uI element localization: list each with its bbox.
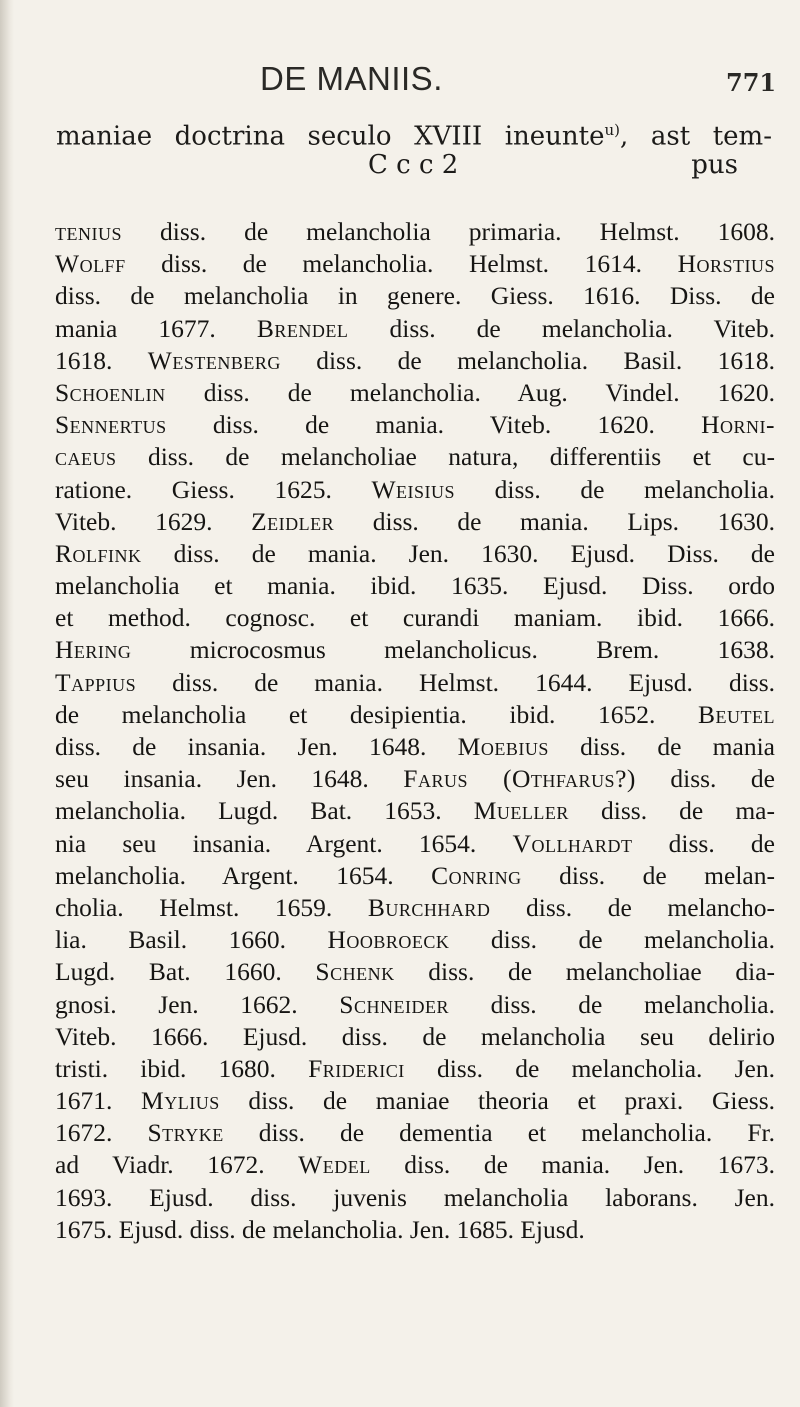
citation-text: diss. de melancholia. Helmst. 1614. [125, 249, 678, 279]
text-line [55, 892, 775, 924]
citation-text: 1618. [55, 345, 148, 375]
text-line [55, 1149, 775, 1181]
text-line [55, 280, 775, 312]
citation-text: mania 1677. [55, 313, 257, 343]
citation-text: 1672. [55, 1118, 148, 1148]
signature-line [368, 150, 738, 186]
citation-text: diss. de melancholia. Basil. 1618. [280, 345, 776, 375]
page-binding-edge [0, 0, 14, 1407]
citation-text: diss. de mania [548, 732, 775, 761]
author-name: Sennertus [55, 410, 167, 440]
citation-text: melancholia et mania. ibid. 1635. Ejusd. Diss. ordo [55, 571, 775, 601]
author-name: tenius [55, 217, 122, 246]
author-name: Mylius [141, 1086, 220, 1116]
citation-text: diss. de mania. Jen. 1630. Ejusd. Diss. de [141, 538, 775, 568]
author-name: Conring [431, 860, 522, 890]
catchword: pus [691, 150, 738, 180]
text-line [55, 570, 775, 602]
citation-text: diss. de melancho- [490, 892, 775, 922]
text-line [55, 1182, 775, 1214]
text-line [55, 1117, 775, 1149]
author-name: Hoobroeck [327, 925, 450, 955]
text-line [55, 345, 775, 377]
footnote-ref: u) [604, 121, 621, 139]
text-line [55, 1053, 775, 1085]
citation-text: diss. de melancholiae dia- [394, 957, 775, 987]
citation-text: diss. de melancholia. Aug. Vindel. 1620. [165, 377, 775, 407]
text-line [55, 1085, 775, 1117]
citation-text: 1671. [55, 1086, 142, 1116]
citation-text: diss. de melancholia primaria. Helmst. 1608. [122, 217, 775, 246]
text-line [55, 860, 775, 892]
author-name: Farus (Othfarus?) [403, 764, 636, 794]
citation-text: diss. de melancholia. [448, 989, 775, 1019]
citation-text: diss. de [632, 828, 775, 858]
citation-text: melancholia. Argent. 1654. [55, 860, 432, 890]
text-line [55, 924, 775, 956]
citation-text: diss. de mania. Viteb. 1620. [166, 410, 702, 440]
citation-text: gnosi. Jen. 1662. [55, 989, 340, 1019]
author-name: caeus [55, 442, 117, 472]
author-name: Hering [55, 635, 132, 665]
author-name: Rolfink [55, 538, 142, 568]
intro-text: maniae doctrina seculo XVIII ineunte [56, 121, 605, 152]
citation-text: nia seu insania. Argent. 1654. [55, 828, 513, 858]
text-line [55, 538, 775, 570]
citation-text: diss. de melancholia. [455, 474, 775, 504]
author-name: Mueller [473, 796, 569, 826]
author-name: Wedel [298, 1150, 371, 1180]
citation-text: melancholia. Lugd. Bat. 1653. [55, 796, 474, 826]
author-name: Burchhard [367, 892, 491, 922]
author-name: Friderici [308, 1053, 405, 1083]
author-name: Vollhardt [512, 828, 633, 858]
citation-text: 1693. Ejusd. diss. juvenis melancholia laborans. Jen. [55, 1182, 775, 1212]
running-head-title: DE MANIIS. [260, 60, 443, 97]
citation-text: diss. de mania. Helmst. 1644. Ejusd. diss. [136, 667, 775, 697]
citation-text: Viteb. 1629. [55, 506, 252, 536]
author-name: Schenk [315, 957, 395, 987]
citation-text: diss. de mania. Lips. 1630. [334, 506, 776, 536]
author-name: Schneider [339, 989, 449, 1019]
author-name: Weisius [371, 474, 456, 504]
text-line [55, 1021, 775, 1053]
citation-text: diss. de melancholia. [449, 925, 775, 955]
text-line [55, 956, 775, 988]
citation-text: microcosmus melancholicus. Brem. 1638. [131, 635, 775, 665]
text-line [55, 409, 775, 441]
citation-text: tristi. ibid. 1680. [55, 1053, 309, 1083]
text-line [55, 313, 775, 345]
running-head [0, 60, 800, 106]
author-name: Tappius [55, 667, 137, 697]
citation-text: ratione. Giess. 1625. [55, 474, 372, 504]
citation-text: diss. de maniae theoria et praxi. Giess. [219, 1086, 776, 1116]
text-line [55, 602, 775, 634]
author-name: Moebius [457, 732, 549, 761]
citation-text: et method. cognosc. et curandi maniam. ibid. 1666. [55, 603, 775, 633]
citation-text: de melancholia et desipientia. ibid. 1652. [55, 699, 698, 729]
intro-text-end: , ast tem- [620, 121, 772, 152]
citation-text: diss. de dementia et melancholia. Fr. [223, 1118, 775, 1148]
text-line [55, 441, 775, 473]
citation-text: diss. de ma- [568, 796, 775, 826]
citation-text: diss. de mania. Jen. 1673. [370, 1150, 775, 1180]
author-name: Schoenlin [55, 377, 166, 407]
text-line [55, 1214, 775, 1246]
intro-line [56, 112, 772, 155]
author-name: Horstius [677, 249, 775, 279]
citation-text: diss. de melancholia in genere. Giess. 1616. Diss. de [55, 281, 775, 311]
citation-text: cholia. Helmst. 1659. [55, 892, 368, 922]
bibliography-block [55, 216, 775, 1246]
text-line [55, 216, 775, 248]
author-name: Westenberg [147, 345, 281, 375]
citation-text: diss. de melancholia. Jen. [404, 1053, 775, 1083]
text-line [55, 506, 775, 538]
citation-text: diss. de melan- [521, 860, 775, 890]
text-line [55, 474, 775, 506]
author-name: Horni- [701, 410, 775, 440]
text-line [55, 795, 775, 827]
text-line [55, 634, 775, 666]
author-name: Wolff [55, 249, 126, 279]
citation-text: Lugd. Bat. 1660. [55, 957, 316, 987]
text-line [55, 828, 775, 860]
citation-text: ad Viadr. 1672. [55, 1150, 299, 1180]
citation-text: diss. de insania. Jen. 1648. [55, 732, 458, 761]
citation-text: 1675. Ejusd. diss. de melancholia. Jen. 1685. Ejusd. [55, 1214, 585, 1244]
text-line [55, 667, 775, 699]
author-name: Stryke [147, 1118, 224, 1148]
citation-text: seu insania. Jen. 1648. [55, 764, 404, 794]
author-name: Brendel [256, 313, 349, 343]
citation-text: diss. de melancholia. Viteb. [348, 313, 775, 343]
page-number: 771 [726, 68, 777, 97]
author-name: Beutel [698, 699, 775, 729]
text-line [55, 731, 775, 763]
citation-text: lia. Basil. 1660. [55, 925, 328, 955]
text-line [55, 699, 775, 731]
text-line [55, 377, 775, 409]
citation-text: diss. de [635, 764, 775, 794]
author-name: Zeidler [251, 506, 335, 536]
signature-mark: C c c 2 [368, 150, 459, 180]
text-line [55, 248, 775, 280]
text-line [55, 763, 775, 795]
citation-text: Viteb. 1666. Ejusd. diss. de melancholia seu delirio [55, 1021, 775, 1051]
citation-text: diss. de melancholiae natura, differentiis et cu- [116, 442, 775, 472]
text-line [55, 989, 775, 1021]
